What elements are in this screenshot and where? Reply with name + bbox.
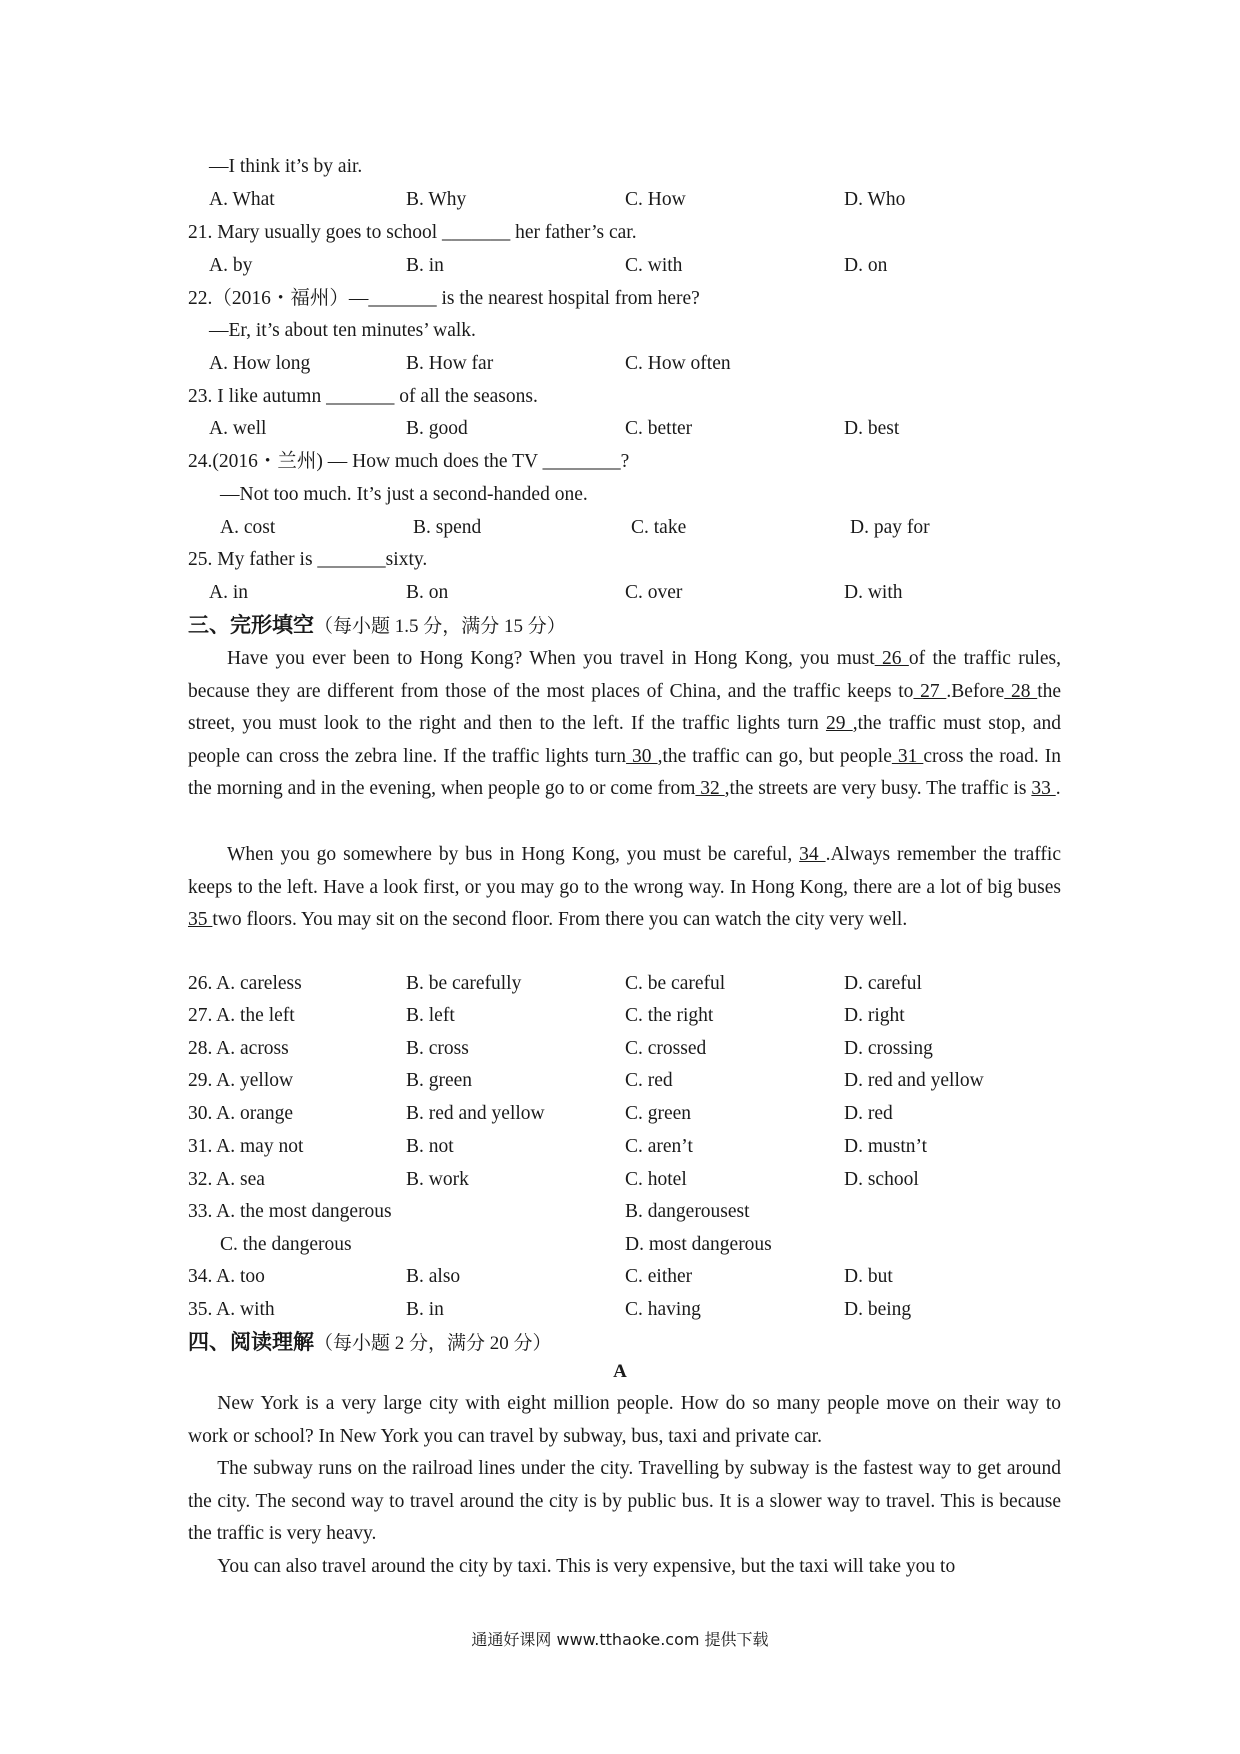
option-a: A. well: [209, 418, 267, 439]
option-a: A. in: [209, 582, 248, 603]
q25-stem: [0, 546, 1240, 574]
options-row-33b: [0, 1231, 1240, 1259]
option-d: D. red and yellow: [844, 1070, 984, 1091]
cloze-paragraph-2: [188, 839, 1061, 937]
q22-options: [0, 350, 1240, 378]
answer-text: —I think it’s by air.: [209, 156, 363, 177]
option-b: B. How far: [406, 353, 494, 374]
blank-27: 27: [913, 680, 947, 702]
options-row-30: [0, 1100, 1240, 1128]
option-b: B. Why: [406, 189, 467, 210]
option-c: C. be careful: [625, 973, 726, 994]
option-d: D. right: [844, 1005, 905, 1026]
passage-text: the street, you must look to the right and then to the left. If the traffic lights turn: [188, 680, 1062, 735]
option-b: B. spend: [413, 517, 482, 538]
option-b: B. green: [406, 1070, 473, 1091]
q22-stem: [0, 285, 1240, 313]
passage-text: Have you ever been to Hong Kong? When you travel in Hong Kong, you must: [227, 648, 875, 669]
option-a: A. How long: [209, 353, 311, 374]
option-b: B. red and yellow: [406, 1103, 545, 1124]
passage-text: .Before: [946, 680, 1005, 702]
option-c: C. hotel: [625, 1169, 687, 1190]
option-a: 32. A. sea: [188, 1169, 265, 1190]
q21-options: [0, 252, 1240, 280]
option-a: 26. A. careless: [188, 973, 302, 994]
options-row-32: [0, 1166, 1240, 1194]
option-a: A. cost: [220, 517, 276, 538]
option-a: A. by: [209, 255, 253, 276]
option-b: B. on: [406, 582, 449, 603]
section-heading-cloze: [188, 609, 566, 641]
option-d: D. pay for: [850, 517, 930, 538]
options-row-31: [0, 1133, 1240, 1161]
option-a: 29. A. yellow: [188, 1070, 294, 1091]
options-row-27: [0, 1002, 1240, 1030]
section-title: 四、阅读理解: [188, 1330, 314, 1354]
option-c: C. How often: [625, 353, 731, 374]
question-stem: 25. My father is _______sixty.: [188, 549, 428, 570]
option-d: D. crossing: [844, 1038, 933, 1059]
option-b: B. good: [406, 418, 468, 439]
section-heading-reading: [188, 1326, 552, 1358]
option-b: B. work: [406, 1169, 469, 1190]
question-stem: 24.(2016・兰州) — How much does the TV ________?: [188, 451, 630, 472]
reading-paragraph-3: You can also travel around the city by taxi. This is very expensive, but the taxi will take you to: [217, 1556, 956, 1577]
option-a: 28. A. across: [188, 1038, 289, 1059]
option-b: B. left: [406, 1005, 455, 1026]
option-c: C. over: [625, 582, 683, 603]
option-a: 34. A. too: [188, 1266, 265, 1287]
q24-stem: [0, 448, 1240, 476]
option-c: C. take: [631, 517, 687, 538]
option-a: 30. A. orange: [188, 1103, 294, 1124]
option-c: C. the dangerous: [220, 1234, 352, 1255]
question-stem: 22.（2016・福州）—_______ is the nearest hospital from here?: [188, 288, 700, 309]
option-d: D. on: [844, 255, 888, 276]
passage-text: two floors. You may sit on the second floor. From there you can watch the city very well.: [212, 909, 908, 931]
blank-35: 35: [188, 909, 213, 931]
option-b: B. be carefully: [406, 973, 522, 994]
option-c: C. either: [625, 1266, 693, 1287]
q20-answer-line: [0, 153, 1240, 181]
q25-options: [0, 579, 1240, 607]
passage-text: ,the traffic must stop, and people can cross the zebra line. If the traffic lights turn: [188, 713, 1062, 767]
option-d: D. school: [844, 1169, 919, 1190]
option-d: D. careful: [844, 973, 922, 994]
option-c: C. red: [625, 1070, 673, 1091]
section-note: （每小题 2 分，满分 20 分）: [314, 1333, 552, 1354]
option-c: C. How: [625, 189, 686, 210]
q23-stem: [0, 383, 1240, 411]
option-d: D. with: [844, 582, 903, 603]
option-a: A. What: [209, 189, 275, 210]
blank-30: 30: [626, 745, 658, 767]
option-a: 33. A. the most dangerous: [188, 1201, 392, 1222]
passage-text: ,the traffic can go, but people: [657, 745, 892, 767]
option-c: C. crossed: [625, 1038, 707, 1059]
option-b: B. dangerousest: [625, 1201, 750, 1222]
options-row-28: [0, 1035, 1240, 1063]
q22-answer-line: [0, 317, 1240, 345]
passage-text: of the traffic rules, because they are different from those of the most places of China, and the traffic keeps to: [188, 648, 1062, 702]
q24-options: [0, 514, 1240, 542]
option-b: B. cross: [406, 1038, 469, 1059]
passage-text: .: [1055, 778, 1061, 800]
passage-text: When you go somewhere by bus in Hong Kong, you must be careful,: [227, 844, 800, 865]
option-d: D. being: [844, 1299, 912, 1320]
option-d: D. most dangerous: [625, 1234, 772, 1255]
question-stem: 23. I like autumn _______ of all the seasons.: [188, 386, 538, 407]
blank-33: 33: [1031, 778, 1056, 800]
q21-stem: [0, 219, 1240, 247]
option-c: C. having: [625, 1299, 701, 1320]
options-row-35: [0, 1296, 1240, 1324]
option-c: C. with: [625, 255, 683, 276]
answer-text: —Er, it’s about ten minutes’ walk.: [209, 320, 476, 341]
option-c: C. green: [625, 1103, 692, 1124]
blank-32: 32: [695, 778, 725, 800]
question-stem: 21. Mary usually goes to school _______ her father’s car.: [188, 222, 637, 243]
option-b: B. in: [406, 1299, 444, 1320]
q20-options: [0, 186, 1240, 214]
passage-label: A: [613, 1361, 627, 1382]
section-title: 三、完形填空: [188, 613, 314, 637]
blank-31: 31: [891, 745, 924, 767]
option-b: B. also: [406, 1266, 461, 1287]
blank-28: 28: [1004, 680, 1038, 702]
option-a: 35. A. with: [188, 1299, 275, 1320]
option-b: B. in: [406, 255, 444, 276]
passage-text: ,the streets are very busy. The traffic is: [724, 778, 1032, 800]
page-footer: 通通好课网 www.tthaoke.com 提供下载: [471, 1630, 769, 1649]
option-d: D. red: [844, 1103, 893, 1124]
answer-text: —Not too much. It’s just a second-handed one.: [220, 484, 588, 505]
options-row-29: [0, 1067, 1240, 1095]
blank-29: 29: [825, 713, 853, 735]
section-note: （每小题 1.5 分，满分 15 分）: [314, 616, 566, 637]
options-row-26: [0, 970, 1240, 998]
option-a: 31. A. may not: [188, 1136, 304, 1157]
passage-text: cross the road. In the morning and in the evening, when people go to or come from: [188, 745, 1061, 800]
option-b: B. not: [406, 1136, 454, 1157]
reading-paragraph-2: The subway runs on the railroad lines under the city. Travelling by subway is the fastest way to get around the city. The second way to travel around the city is by public bus. It is a slower way to travel. This is because the traffic is very heavy.: [188, 1458, 1061, 1545]
option-c: C. the right: [625, 1005, 714, 1026]
option-d: D. mustn’t: [844, 1136, 928, 1157]
option-c: C. better: [625, 418, 693, 439]
passage-text: .Always remember the traffic keeps to the left. Have a look first, or you may go to the wrong way. In Hong Kong, there are a lot of big buses: [188, 844, 1061, 898]
option-a: 27. A. the left: [188, 1005, 295, 1026]
blank-26: 26: [874, 648, 909, 669]
option-c: C. aren’t: [625, 1136, 693, 1157]
cloze-paragraph-1: [188, 643, 1061, 806]
options-row-34: [0, 1263, 1240, 1291]
blank-34: 34: [799, 844, 826, 865]
option-d: D. best: [844, 418, 900, 439]
option-d: D. but: [844, 1266, 893, 1287]
q24-answer-line: [0, 481, 1240, 509]
reading-paragraph-1: New York is a very large city with eight million people. How do so many people move on their way to work or school? In New York you can travel by subway, bus, taxi and private car.: [188, 1393, 1061, 1447]
option-d: D. Who: [844, 189, 906, 210]
q23-options: [0, 415, 1240, 443]
options-row-33a: [0, 1198, 1240, 1226]
